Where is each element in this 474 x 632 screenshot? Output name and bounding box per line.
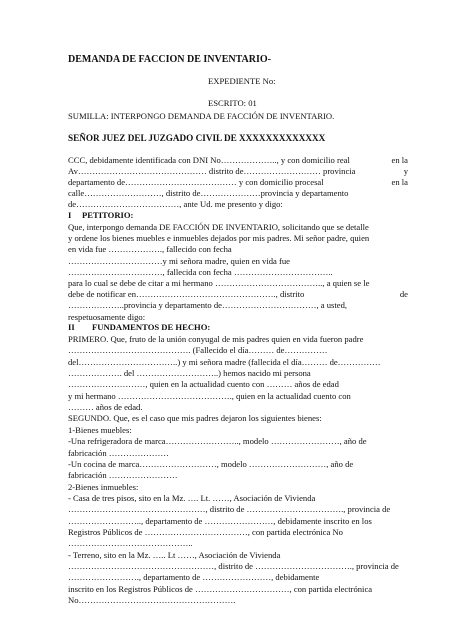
- intro-line: [68, 166, 408, 176]
- fundamentos-line: inscrito en los Registros Públicos de ……………………………, con partida electrónica: [68, 583, 373, 594]
- section-2-number: II: [68, 322, 75, 332]
- intro-line: [68, 155, 408, 165]
- section-2-title: FUNDAMENTOS DE HECHO:: [92, 322, 211, 332]
- section-1-title: PETITORIO:: [82, 210, 134, 220]
- petitorio-line-text: debe de notificar en…………………………………………., distrito: [68, 289, 305, 300]
- intro-line: calle………………………, distrito de…………………provincia y departamento: [68, 188, 349, 198]
- intro-line-end: en la: [391, 177, 408, 187]
- addressee-line: SEÑOR JUEZ DEL JUZGADO CIVIL DE XXXXXXXXXXXXX: [68, 133, 326, 143]
- fundamentos-line: 1-Bienes muebles:: [68, 424, 132, 435]
- fundamentos-line: y mi hermano …………………………………., quien en la actualidad cuento con: [68, 390, 351, 401]
- petitorio-line-end: de: [399, 289, 408, 300]
- sumilla-text: SUMILLA: INTERPONGO DEMANDA DE FACCIÓN DE INVENTARIO.: [68, 111, 335, 121]
- fundamentos-line: - Terreno, sito en la Mz. ….. Lt ……, Asociación de Vivienda: [68, 549, 281, 560]
- petitorio-line: ……………………………y mi señora madre, quien en vida fue: [68, 255, 290, 266]
- document-title: DEMANDA DE FACCION DE INVENTARIO-: [68, 54, 271, 65]
- intro-line-text: departamento de………………………………… y con domicilio procesal: [68, 177, 324, 187]
- fundamentos-line: fabricación ……………………: [68, 470, 178, 481]
- intro-line-text: CCC, debidamente identificada con DNI No……………….., y con domicilio real: [68, 155, 350, 165]
- fundamentos-line: del……………………………..) y mi señora madre (fallecida el día……… de……………: [68, 356, 381, 367]
- fundamentos-line: ……………………………………. (Fallecido el día……… de……………: [68, 345, 328, 356]
- fundamentos-line: PRIMERO. Que, fruto de la unión conyugal de mis padres quien en vida fueron padre: [68, 334, 364, 344]
- fundamentos-line: -Un cocina de marca………………………, modelo ………………………, año de: [68, 458, 354, 469]
- intro-line: [68, 177, 408, 187]
- fundamentos-line: ……… años de edad.: [68, 402, 143, 413]
- petitorio-line: ……………………………, fallecida con fecha ……………………………..: [68, 266, 333, 277]
- petitorio-line: respetuosamente digo:: [68, 311, 146, 322]
- fundamentos-line: - Casa de tres pisos, sito en la Mz. …. Lt. ……, Asociación de Vivienda: [68, 492, 316, 503]
- fundamentos-line: …………………………………………, distrito de ……………………………., provincia de: [68, 504, 391, 515]
- petitorio-line: ………………..provincia y departamento de……………………………, a usted,: [68, 300, 348, 311]
- intro-line: de………………………………, ante Ud. me presento y digo:: [68, 199, 283, 209]
- fundamentos-line: ……………………………………..: [68, 538, 193, 549]
- intro-line-end: y: [403, 166, 408, 176]
- intro-line-text: Av……………………………………… distrito de……………………… provincia: [68, 166, 356, 176]
- petitorio-line: y ordene los bienes muebles e inmuebles dejados por mis padres. Mi señor padre, quien: [68, 233, 370, 244]
- fundamentos-line: No……………………………………………….: [68, 595, 236, 606]
- fundamentos-line: -Una refrigeradora de marca…………………….., modelo ……………………, año de: [68, 436, 367, 447]
- fundamentos-line: ……………………………………………, distrito de ……………………………., provincia de: [68, 561, 399, 571]
- petitorio-line: en vida fue ………………., fallecido con fecha: [68, 244, 232, 255]
- fundamentos-line: 2-Bienes inmuebles:: [68, 481, 139, 492]
- fundamentos-line: Registros Públicos de ………………………………, con partida electrónica No: [68, 526, 343, 537]
- fundamentos-line: ………………. del ………………………..) hemos nacido mi persona: [68, 368, 311, 379]
- fundamentos-line: ……………………., departamento de ……………………, debidamente: [68, 572, 320, 583]
- section-1-number: I: [68, 210, 72, 220]
- expediente-label: EXPEDIENTE No:: [208, 76, 276, 86]
- fundamentos-line: SEGUNDO. Que, es el caso que mis padres dejaron los siguientes bienes:: [68, 413, 322, 424]
- petitorio-line: [68, 289, 408, 299]
- fundamentos-line: ………………………, quien en la actualidad cuento con ……… años de edad: [68, 379, 339, 390]
- intro-line-end: en la: [391, 155, 408, 165]
- fundamentos-line: fabricación …………………: [68, 447, 169, 458]
- petitorio-line: Que, interpongo demanda DE FACCIÓN DE INVENTARIO, solicitando que se detalle: [68, 222, 369, 232]
- petitorio-line: para lo cual se debe de citar a mi hermano ……………………………….., a quien se le: [68, 278, 370, 288]
- fundamentos-line: …………………….., departamento de ……………………, debidamente inscrito en los: [68, 515, 372, 526]
- escrito-label: ESCRITO: 01: [208, 98, 257, 108]
